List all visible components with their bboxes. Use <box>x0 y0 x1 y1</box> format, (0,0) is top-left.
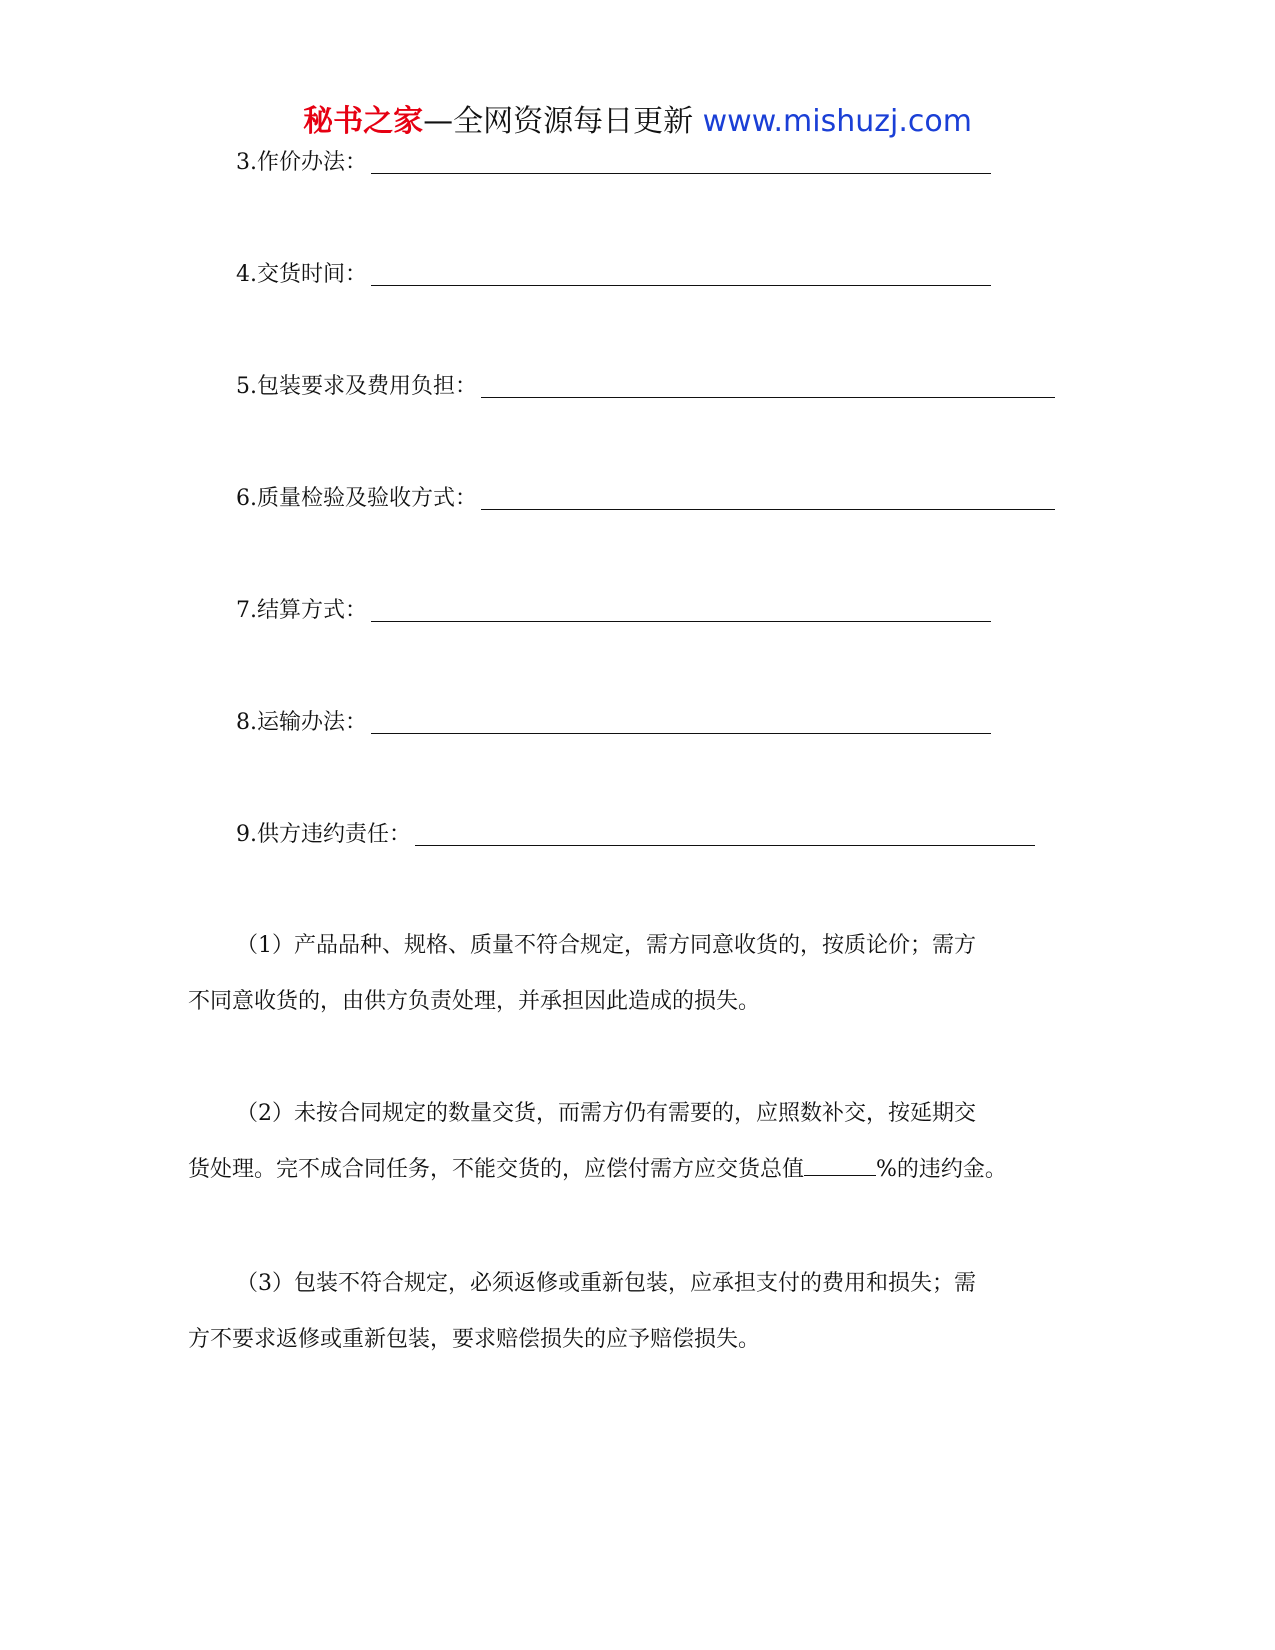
field-label: 9.供方违约责任： <box>236 822 411 847</box>
clause-line: （3）包装不符合规定，必须返修或重新包装，应承担支付的费用和损失；需 <box>236 1271 976 1296</box>
fill-in-blank[interactable] <box>415 823 1035 846</box>
field-label: 5.包装要求及费用负担： <box>236 374 477 399</box>
clause-line: （1）产品品种、规格、质量不符合规定，需方同意收货的，按质论价；需方 <box>236 933 976 958</box>
field-settlement-method <box>236 592 991 626</box>
clause-1 <box>188 918 1098 1030</box>
field-label: 3.作价办法： <box>236 150 367 175</box>
field-label: 4.交货时间： <box>236 262 367 287</box>
header-brand: 秘书之家 <box>303 104 424 139</box>
site-watermark-header <box>0 102 1275 142</box>
fill-in-blank[interactable] <box>371 263 991 286</box>
header-slogan: —全网资源每日更新 <box>423 104 703 139</box>
field-label: 6.质量检验及验收方式： <box>236 486 477 511</box>
fill-in-blank[interactable] <box>481 375 1055 398</box>
clause-line: 不同意收货的，由供方负责处理，并承担因此造成的损失。 <box>188 989 761 1014</box>
field-label: 7.结算方式： <box>236 598 367 623</box>
field-packaging <box>236 368 1055 402</box>
field-quality-inspection <box>236 480 1055 514</box>
clause-2 <box>188 1086 1098 1198</box>
field-pricing-method <box>236 144 991 178</box>
clause-text: 货处理。完不成合同任务，不能交货的，应偿付需方应交货总值 <box>188 1157 805 1182</box>
header-url: www.mishuzj.com <box>702 104 972 139</box>
clause-3 <box>188 1256 1098 1368</box>
percent-blank[interactable] <box>804 1155 876 1176</box>
clause-line <box>188 1142 1098 1198</box>
clause-line: 方不要求返修或重新包装，要求赔偿损失的应予赔偿损失。 <box>188 1327 761 1352</box>
fill-in-blank[interactable] <box>481 487 1055 510</box>
clause-line: （2）未按合同规定的数量交货，而需方仍有需要的，应照数补交，按延期交 <box>236 1101 976 1126</box>
fill-in-blank[interactable] <box>371 151 991 174</box>
fill-in-blank[interactable] <box>371 711 991 734</box>
field-delivery-time <box>236 256 991 290</box>
clause-text: %的违约金。 <box>876 1157 1007 1182</box>
field-label: 8.运输办法： <box>236 710 367 735</box>
fill-in-blank[interactable] <box>371 599 991 622</box>
field-supplier-liability <box>236 816 1035 850</box>
field-transport-method <box>236 704 991 738</box>
